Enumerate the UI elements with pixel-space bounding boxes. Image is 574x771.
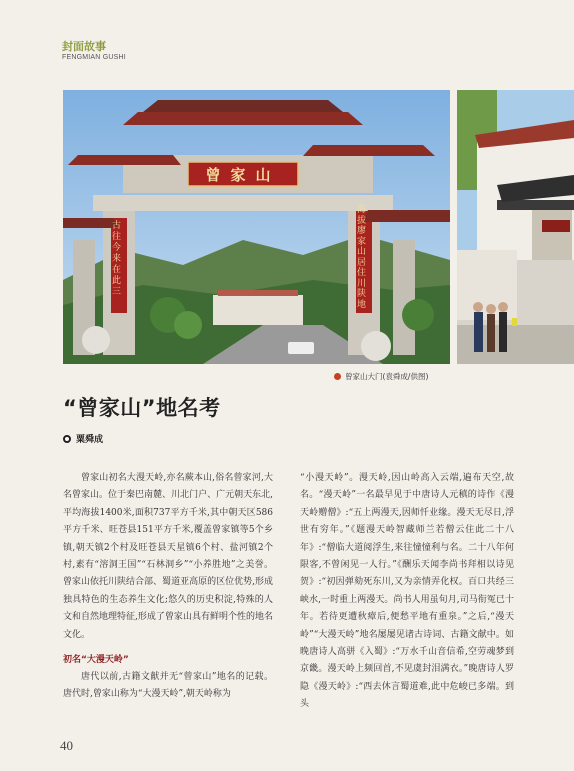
article-title: “曾家山”地名考	[63, 396, 221, 420]
column-header	[62, 40, 126, 62]
right-pillar-text: 海拔廖家山居住川陕地	[357, 205, 367, 310]
author-bullet-icon	[63, 435, 71, 443]
caption-text: 曾家山大门(袁舜成/供图)	[345, 372, 429, 381]
author-line	[63, 432, 103, 445]
section-heading: 初名“大漫天岭”	[63, 655, 129, 666]
body-column-left	[63, 470, 273, 704]
paragraph-section-start: 唐代以前,古籍文献并无“曾家山”地名的记载。唐代时,曾家山称为“大漫天岭”,朝天岭称为	[63, 672, 273, 700]
body-column-right	[300, 470, 514, 714]
author-name: 粟舜成	[76, 435, 104, 445]
paragraph-continued: “小漫天岭”。漫天岭,因山岭高入云端,遍布天空,故名。“漫天岭”一名最早见于中唐诗人元稹的诗作《漫天岭赠僧》:“五上两漫天,因师忏业缘。漫天无尽日,浮世有穷年。”《题漫天岭智藏师兰若僧云住此二十八年》:“僧临大道阅浮生,来往憧憧利与名。二十八年何限客,不曾闲见一人行。”《酬乐天闻李尚书拜相以诗见贺》:“初因弹劾死东川,又为亲情弄化权。百口共经三峡水,一时重上两漫天。尚书人用虽旬月,司马衔冤已十年。若待更遭秋瘴后,便愁平地有重泉。”之后,“漫天岭”“大漫天岭”地名屡屡见诸古诗词、古籍文献中。如晚唐诗人高骈《入蜀》:“万水千山音信希,空劳魂梦到京畿。漫天岭上频回首,不见虞封泪满衣。”晚唐诗人罗隐《漫天岭》:“西去休言蜀道难,此中危峻已多端。到头	[300, 473, 514, 710]
column-title: 封面故事	[62, 40, 106, 53]
gate-photo	[63, 90, 450, 364]
caption-dot-icon	[334, 373, 341, 380]
gate-plaque-text: 曾家山	[205, 166, 281, 184]
street-illustration	[457, 90, 574, 364]
paragraph-intro: 曾家山初名大漫天岭,亦名蕨本山,俗名曾家河,大名曾家山。位于秦巴南麓、川北门户、广元朝天东北,平均海拔1400米,面积737平方千米,其中朝天区586平方千米、旺苍县151平方千米,覆盖曾家镇等5个乡镇,朝天镇2个村及旺苍县天星镇6个村、盐河镇2个村,素有“溶洞王国”“石林洞乡”“小养胜地”之美誉。曾家山依托川陕结合部、蜀道亚高原的区位优势,形成独具特色的生态养生文化;悠久的历史积淀,特殊的人文和自然地理特征,形成了曾家山具有鲜明个性的地名文化。	[63, 473, 273, 640]
column-subtitle: FENGMIAN GUSHI	[62, 54, 126, 61]
street-photo	[457, 90, 574, 364]
page-number: 40	[60, 738, 73, 753]
photo-caption	[334, 371, 428, 382]
left-pillar-text: 古往今来在此三	[112, 221, 122, 297]
